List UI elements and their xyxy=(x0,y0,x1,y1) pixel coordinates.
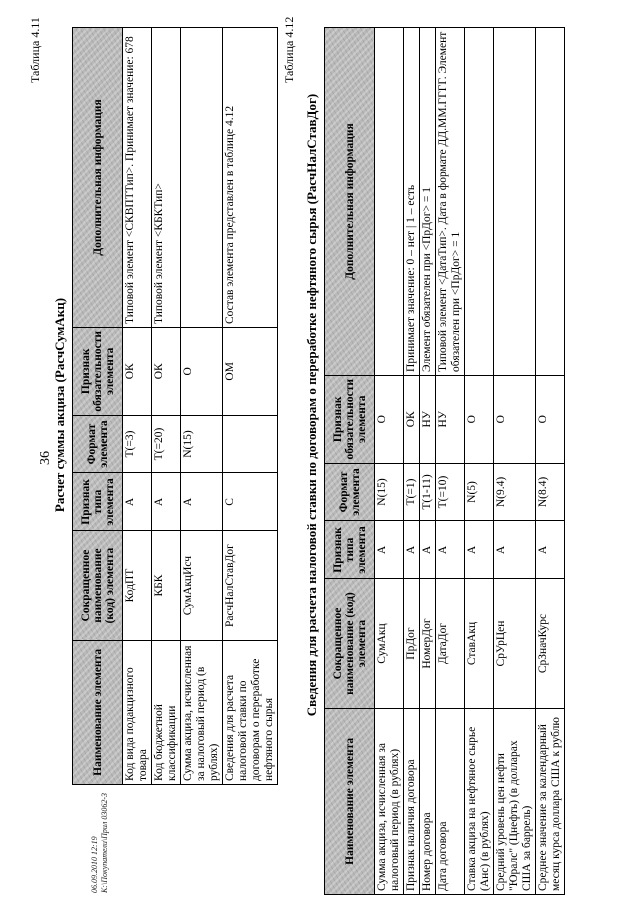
element-required: О xyxy=(465,375,494,463)
header-cell: Формат элемента xyxy=(73,415,123,473)
element-type: А xyxy=(536,521,565,579)
table-row xyxy=(436,28,465,895)
element-format: N(15) xyxy=(375,463,404,521)
header-cell: Признак обязательности элемента xyxy=(325,375,375,463)
element-code: КБК xyxy=(152,531,181,640)
element-required: О xyxy=(181,328,223,416)
element-info xyxy=(465,28,494,376)
table-4-11-title: Расчет суммы акциза (РасчСумАкц) xyxy=(52,297,67,513)
header-cell: Дополнительная информация xyxy=(325,28,375,376)
table-row xyxy=(465,28,494,895)
element-name: Код бюджетной классификации xyxy=(152,640,181,784)
footer-timestamp: 06.09.2010 12:19 xyxy=(90,836,99,893)
table-row xyxy=(494,28,536,895)
element-code: СрЗначКурс xyxy=(536,579,565,708)
element-code: ПрДог xyxy=(404,579,420,708)
element-required: О xyxy=(375,375,404,463)
element-required: ОК xyxy=(404,375,420,463)
element-required: О xyxy=(536,375,565,463)
table-row xyxy=(536,28,565,895)
table-4-11-label: Таблица 4.11 xyxy=(28,17,42,83)
element-required: НУ xyxy=(436,375,465,463)
table-row xyxy=(181,28,223,785)
element-info: Состав элемента представлен в таблице 4.12 xyxy=(223,28,278,328)
element-name: Сумма акциза, исчисленная за налоговый период (в рублях) xyxy=(181,640,223,784)
header-cell: Сокращенное наименование (код) элемента xyxy=(325,579,375,708)
element-required: ОМ xyxy=(223,328,278,416)
element-required: ОК xyxy=(123,328,152,416)
header-cell: Формат элемента xyxy=(325,463,375,521)
element-format: N(15) xyxy=(181,415,223,473)
element-code: СумАкц xyxy=(375,579,404,708)
element-name: Сумма акциза, исчисленная за налоговый период (в рублях) xyxy=(375,708,404,894)
element-type: С xyxy=(223,473,278,531)
header-cell: Признак обязательности элемента xyxy=(73,328,123,416)
element-type: А xyxy=(181,473,223,531)
footer xyxy=(90,793,110,893)
element-format: Т(1-11) xyxy=(420,463,436,521)
element-type: А xyxy=(494,521,536,579)
table-row xyxy=(152,28,181,785)
table-row xyxy=(223,28,278,785)
element-type: А xyxy=(404,521,420,579)
element-info xyxy=(494,28,536,376)
element-type: А xyxy=(436,521,465,579)
element-code: СтавАкц xyxy=(465,579,494,708)
element-code: СумАкцИсч xyxy=(181,531,223,640)
table-row xyxy=(404,28,420,895)
element-code: НомерДог xyxy=(420,579,436,708)
element-name: Код вида подакцизного товара xyxy=(123,640,152,784)
element-name: Признак наличия договора xyxy=(404,708,420,894)
header-cell: Признак типа элемента xyxy=(325,521,375,579)
table-row xyxy=(375,28,404,895)
element-format: Т(=20) xyxy=(152,415,181,473)
element-format: N(5) xyxy=(465,463,494,521)
element-info xyxy=(536,28,565,376)
element-name: Номер договора xyxy=(420,708,436,894)
element-info xyxy=(375,28,404,376)
page-number: 36 xyxy=(38,451,53,465)
element-name: Средний уровень цен нефти "Юралс" (Цнефть) (в долларах США за баррель) xyxy=(494,708,536,894)
table-row xyxy=(123,28,152,785)
element-code: РасчНалСтавДог xyxy=(223,531,278,640)
element-info: Принимает значение: 0 – нет | 1 – есть xyxy=(404,28,420,376)
element-type: А xyxy=(375,521,404,579)
element-type: А xyxy=(123,473,152,531)
element-code: СрУрЦен xyxy=(494,579,536,708)
table-row xyxy=(420,28,436,895)
element-type: А xyxy=(152,473,181,531)
header-cell: Признак типа элемента xyxy=(73,473,123,531)
header-cell: Дополнительная информация xyxy=(73,28,123,328)
header-cell: Наименование элемента xyxy=(73,640,123,784)
element-name: Среднее значение за календарный месяц курса доллара США к рублю xyxy=(536,708,565,894)
element-info xyxy=(181,28,223,328)
footer-path: К:\Покупатели\Прил 03062-3 xyxy=(100,792,109,893)
element-format: N(9.4) xyxy=(494,463,536,521)
element-format xyxy=(223,415,278,473)
table-4-12-title: Сведения для расчета налоговой ставки по договорам о переработке нефтяного сырья (РасчНалСтавДог) xyxy=(304,93,319,717)
element-name: Ставка акциза на нефтяное сырье (Анс) (в рублях) xyxy=(465,708,494,894)
element-name: Дата договора xyxy=(436,708,465,894)
element-code: ДатаДог xyxy=(436,579,465,708)
header-cell: Наименование элемента xyxy=(325,708,375,894)
table-4-11 xyxy=(72,27,278,785)
element-format: Т(=1) xyxy=(404,463,420,521)
element-type: А xyxy=(465,521,494,579)
table-4-12 xyxy=(324,27,565,895)
element-required: ОК xyxy=(152,328,181,416)
element-info: Типовой элемент <СКВПТТип>. Принимает значение: 678 xyxy=(123,28,152,328)
element-info: Типовой элемент <КБКТип> xyxy=(152,28,181,328)
table-4-12-label: Таблица 4.12 xyxy=(282,16,296,83)
element-required: НУ xyxy=(420,375,436,463)
element-format: Т(=10) xyxy=(436,463,465,521)
element-required: О xyxy=(494,375,536,463)
element-code: КодПТ xyxy=(123,531,152,640)
element-format: Т(=3) xyxy=(123,415,152,473)
element-name: Сведения для расчета налоговой ставки по договорам о переработке нефтяного сырья xyxy=(223,640,278,784)
header-cell: Сокращенное наименование (код) элемента xyxy=(73,531,123,640)
element-info: Типовой элемент <ДатаТип>. Дата в формате ДД.ММ.ГГГГ. Элемент обязателен при <ПрДог> = 1 xyxy=(436,28,465,376)
element-format: N(8.4) xyxy=(536,463,565,521)
element-type: А xyxy=(420,521,436,579)
element-info: Элемент обязателен при <ПрДог> = 1 xyxy=(420,28,436,376)
